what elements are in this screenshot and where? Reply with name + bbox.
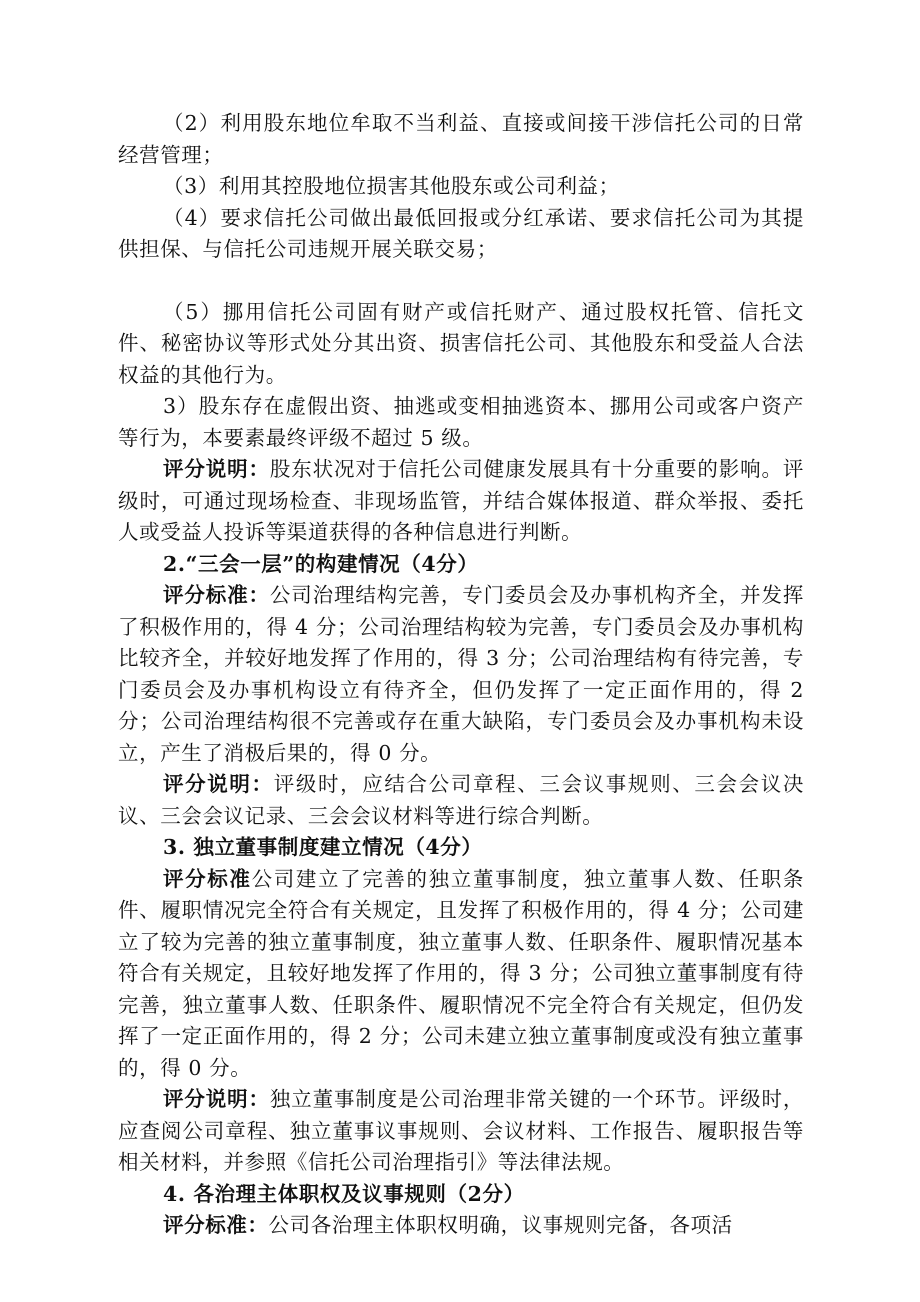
paragraph-item-3: （3）利用其控股地位损害其他股东或公司利益； [163, 174, 620, 198]
scoring-standard-label: 评分标准： [163, 583, 270, 607]
paragraph-rule-3: 3）股东存在虚假出资、抽逃或变相抽逃资本、挪用公司或客户资产等行为，本要素最终评级不超过 5 级。 [118, 394, 804, 450]
scoring-note-label: 评分说明： [163, 457, 270, 481]
scoring-note-text: 独立董事制度是公司治理非常关键的一个环节。评级时，应查阅公司章程、独立董事议事规则、会议材料、工作报告、履职报告等相关材料，并参照《信托公司治理指引》等法律法规。 [118, 1087, 805, 1174]
paragraph-scoring-standard-3 [118, 864, 804, 1085]
scoring-standard-label: 评分标准 [163, 866, 252, 891]
scoring-note-label: 评分说明： [163, 1087, 270, 1111]
section-heading-4: 4. 各治理主体职权及议事规则（2分） [163, 1181, 525, 1206]
scoring-standard-text: 公司治理结构完善，专门委员会及办事机构齐全，并发挥了积极作用的，得 4 分；公司治理结构较为完善，专门委员会及办事机构比较齐全，并较好地发挥了作用的，得 3 分；公司治理结构有待完善，专门委员会及办事机构设立有待齐全，但仍发挥了一定正面作用的，得 2 分；公司治理结构很不完善或存在重大缺陷，专门委员会及办事机构未设立，产生了消极后果的，得 0 分。 [118, 583, 805, 765]
scoring-standard-text: 公司各治理主体职权明确，议事规则完备，各项活 [268, 1213, 733, 1237]
scoring-note-label: 评分说明： [163, 772, 274, 796]
paragraph-item-2: （2）利用股东地位牟取不当利益、直接或间接干涉信托公司的日常经营管理； [118, 111, 804, 167]
section-heading-2: 2.“三会一层”的构建情况（4分） [163, 551, 479, 576]
paragraph-item-5: （5）挪用信托公司固有财产或信托财产、通过股权托管、信托文件、秘密协议等形式处分其出资、损害信托公司、其他股东和受益人合法权益的其他行为。 [118, 299, 804, 387]
paragraph-scoring-standard-4 [118, 1210, 804, 1242]
paragraph-scoring-standard-2 [118, 580, 804, 769]
paragraph-scoring-note-1 [118, 454, 804, 549]
section-heading-3: 3. 独立董事制度建立情况（4分） [163, 835, 483, 859]
document-page [118, 108, 804, 1242]
paragraph-scoring-note-2 [118, 769, 804, 832]
scoring-note-text: 股东状况对于信托公司健康发展具有十分重要的影响。评级时，可通过现场检查、非现场监管，并结合媒体报道、群众举报、委托人或受益人投诉等渠道获得的各种信息进行判断。 [118, 457, 805, 544]
scoring-standard-text: 公司建立了完善的独立董事制度，独立董事人数、任职条件、履职情况完全符合有关规定，且发挥了积极作用的，得 4 分；公司建立了较为完善的独立董事制度，独立董事人数、任职条件、履职情况基本符合有关规定，且较好地发挥了作用的，得 3 分；公司独立董事制度有待完善，独立董事人数、任职条件、履职情况不完全符合有关规定，但仍发挥了一定正面作用的，得 2 分；公司未建立独立董事制度或没有独立董事的，得 0 分。 [118, 866, 804, 1080]
scoring-standard-label: 评分标准： [163, 1213, 269, 1237]
paragraph-item-4: （4）要求信托公司做出最低回报或分红承诺、要求信托公司为其提供担保、与信托公司违规开展关联交易； [118, 205, 804, 261]
paragraph-scoring-note-3 [118, 1084, 804, 1179]
scoring-note-text: 评级时，应结合公司章程、三会议事规则、三会会议决议、三会会议记录、三会会议材料等进行综合判断。 [118, 772, 804, 828]
